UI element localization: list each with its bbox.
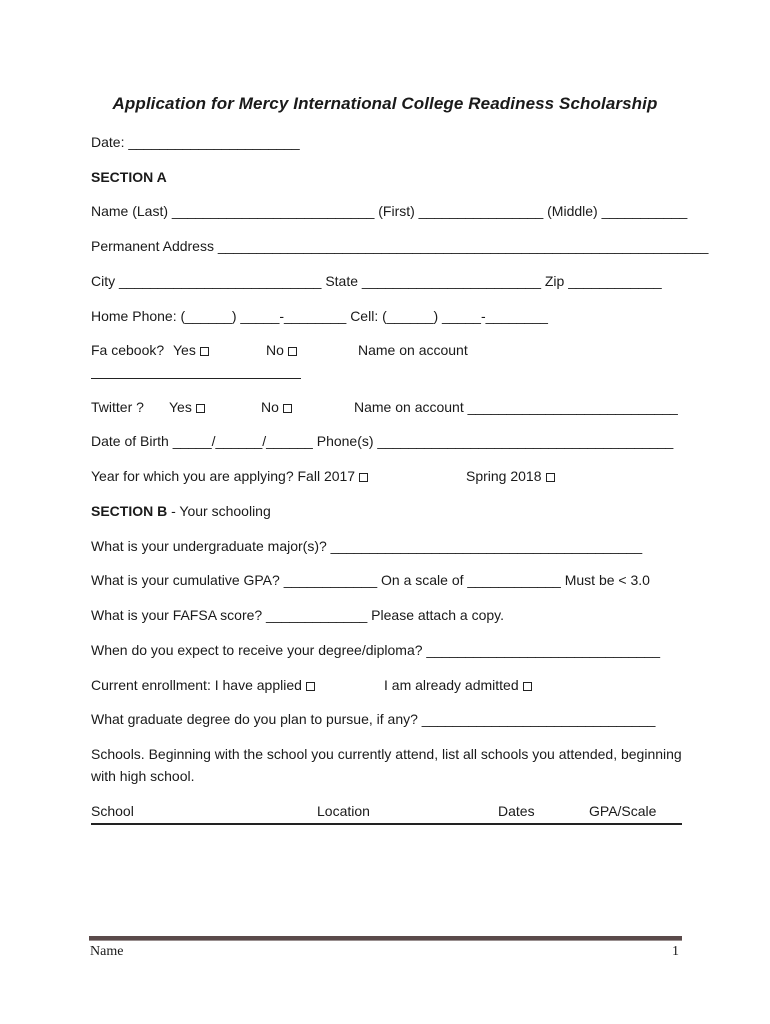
- header-location: Location: [317, 803, 370, 819]
- facebook-name-label: Name on account: [358, 342, 468, 358]
- checkbox-icon[interactable]: [196, 404, 205, 413]
- twitter-yes-label: Yes: [169, 399, 192, 415]
- footer-divider: [89, 936, 682, 941]
- degree-date-field[interactable]: When do you expect to receive your degree/diploma? ______________________________: [91, 642, 661, 658]
- header-dates: Dates: [498, 803, 535, 819]
- fall-2017-option[interactable]: [91, 465, 368, 487]
- year-question-label: Year for which you are applying? Fall 2017: [91, 468, 356, 484]
- city-state-zip-fields[interactable]: City __________________________ State _______________________ Zip ____________: [91, 273, 662, 289]
- schools-instructions-line-2: with high school.: [91, 768, 195, 784]
- page-number: 1: [672, 944, 679, 959]
- enrollment-admitted-label: I am already admitted: [384, 677, 519, 693]
- permanent-address-field[interactable]: Permanent Address _______________________________________________________________: [91, 238, 709, 254]
- schools-instructions-line-1: Schools. Beginning with the school you currently attend, list all schools you attended, beginning: [91, 746, 682, 762]
- name-fields[interactable]: Name (Last) __________________________ (First) ________________ (Middle) ___________: [91, 203, 688, 219]
- twitter-yes-option[interactable]: [169, 396, 205, 418]
- facebook-row: [91, 339, 683, 361]
- facebook-account-blank[interactable]: [91, 378, 301, 379]
- spring-2018-option[interactable]: [466, 465, 555, 487]
- fafsa-field[interactable]: What is your FAFSA score? _____________ Please attach a copy.: [91, 607, 504, 623]
- enrollment-applied-label: Current enrollment: I have applied: [91, 677, 302, 693]
- enrollment-row: [91, 674, 683, 696]
- spring-2018-label: Spring 2018: [466, 468, 542, 484]
- year-row: [91, 465, 683, 487]
- facebook-no-option[interactable]: [266, 339, 297, 361]
- schools-table-header: [91, 800, 683, 822]
- gpa-fields[interactable]: What is your cumulative GPA? ____________ On a scale of ____________ Must be < 3.0: [91, 572, 650, 588]
- header-gpa-scale: GPA/Scale: [589, 803, 657, 819]
- facebook-yes-label: Yes: [173, 342, 196, 358]
- form-title: Application for Mercy International College Readiness Scholarship: [112, 94, 658, 113]
- section-b-heading: [91, 500, 683, 522]
- twitter-no-label: No: [261, 399, 279, 415]
- checkbox-icon[interactable]: [546, 473, 555, 482]
- twitter-name-field[interactable]: Name on account ___________________________: [354, 399, 678, 415]
- section-b-subtitle: - Your schooling: [167, 503, 271, 519]
- facebook-question: Fa cebook?: [91, 342, 165, 358]
- date-field[interactable]: Date: ______________________: [91, 134, 300, 150]
- facebook-yes-option[interactable]: [173, 339, 209, 361]
- section-a-heading: SECTION A: [91, 169, 167, 185]
- checkbox-icon[interactable]: [306, 682, 315, 691]
- checkbox-icon[interactable]: [288, 347, 297, 356]
- section-b-bold: SECTION B: [91, 503, 168, 519]
- major-field[interactable]: What is your undergraduate major(s)? ________________________________________: [91, 538, 643, 554]
- dob-phone-fields[interactable]: Date of Birth _____/______/______ Phone(s) ______________________________________: [91, 433, 674, 449]
- enrollment-applied-option[interactable]: [91, 674, 315, 696]
- twitter-question: Twitter ?: [91, 399, 144, 415]
- phone-fields[interactable]: Home Phone: (______) _____-________ Cell: (______) _____-________: [91, 308, 548, 324]
- header-school: School: [91, 803, 134, 819]
- checkbox-icon[interactable]: [283, 404, 292, 413]
- twitter-row: [91, 396, 683, 418]
- table-header-rule: [91, 823, 682, 825]
- graduate-degree-field[interactable]: What graduate degree do you plan to pursue, if any? ______________________________: [91, 711, 656, 727]
- twitter-no-option[interactable]: [261, 396, 292, 418]
- footer-name: Name: [90, 944, 124, 959]
- checkbox-icon[interactable]: [200, 347, 209, 356]
- checkbox-icon[interactable]: [359, 473, 368, 482]
- checkbox-icon[interactable]: [523, 682, 532, 691]
- facebook-no-label: No: [266, 342, 284, 358]
- enrollment-admitted-option[interactable]: [384, 674, 532, 696]
